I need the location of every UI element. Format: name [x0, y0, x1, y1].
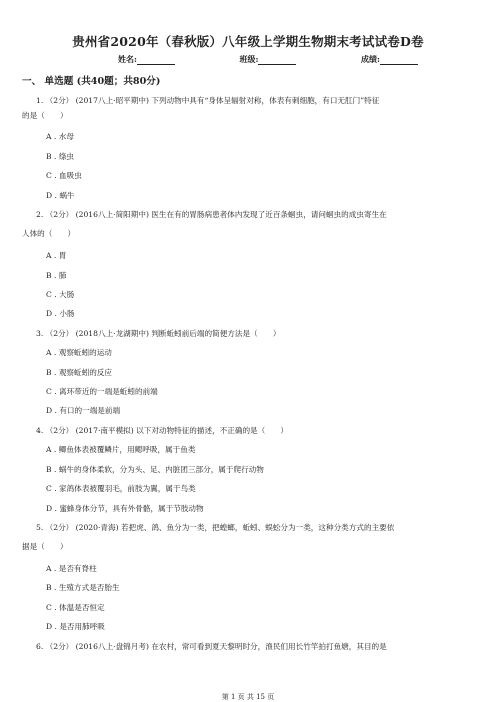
score-label: 成绩:: [361, 54, 380, 64]
question-6-text: 6. （2分） (2016八上·盘锦月考) 在农村，常可看到夏天黎明时分，渔民们用长竹竿拍打鱼塘，其目的是: [36, 642, 387, 651]
question-1-option-a: A . 水母: [46, 132, 74, 141]
question-3-option-a: A . 观察蚯蚓的运动: [46, 348, 112, 357]
name-blank: [137, 56, 175, 65]
page-footer: 第 1 页 共 15 页: [221, 693, 275, 701]
question-4-option-b: B . 蜗牛的身体柔软，分为头、足、内脏团三部分，属于爬行动物: [46, 465, 264, 474]
question-2-option-a: A . 胃: [46, 251, 67, 260]
class-label: 班级:: [239, 54, 259, 64]
question-1-option-d: D . 蜗牛: [46, 191, 75, 200]
question-3-option-b: B . 观察蚯蚓的反应: [46, 368, 112, 377]
question-4-option-c: C . 家鸽体表被覆羽毛，前肢为翼，属于鸟类: [46, 484, 196, 493]
question-5-text: 5. （2分） (2020·青海) 若把虎、鸽、鱼分为一类，把蝗螂，蚯蚓、蜈蚣分为一类，这种分类方式的主要依: [36, 523, 395, 532]
score-blank: [380, 56, 418, 65]
question-5-option-a: A . 是否有脊柱: [46, 564, 97, 573]
section-title: 一、 单选题 (共40题；共80分): [22, 76, 161, 87]
question-2-text-cont: 人体的（ ）: [22, 229, 76, 238]
question-1-option-b: B . 绦虫: [46, 152, 75, 161]
student-info-row: [118, 54, 418, 65]
question-3-text: 3. （2分） (2018八上·龙湖期中) 判断蚯蚓前后端的简便方法是（ ）: [36, 329, 281, 338]
class-field: [240, 54, 297, 65]
question-2-option-d: D . 小肠: [46, 309, 75, 318]
question-4-text: 4. （2分） (2017·南平模拟) 以下对动物特征的描述，不正确的是（ ）: [36, 426, 289, 435]
question-1-text: 1. （2分） (2017八上·昭平期中) 下列动物中具有“身体呈辐射对称，体表有刺细胞，有口无肛门”特征: [36, 96, 380, 105]
question-3-option-c: C . 离环带近的一端是蚯蚓的前端: [46, 387, 158, 396]
score-field: [361, 54, 418, 65]
question-1-option-c: C . 血吸虫: [46, 171, 82, 180]
question-5-text-cont: 据是（ ）: [22, 542, 68, 551]
question-2-option-b: B . 肺: [46, 271, 67, 280]
question-4-option-a: A . 鲫鱼体表被覆鳞片，用鳃呼吸，属于鱼类: [46, 445, 196, 454]
question-4-option-d: D . 蜜蜂身体分节，具有外骨骼，属于节肢动物: [46, 504, 204, 513]
name-field: [118, 54, 175, 65]
question-2-text: 2. （2分） (2016八上·简阳期中) 医生在有的胃肠病患者体内发现了近百条蛔虫，请问蛔虫的成虫寄生在: [36, 210, 387, 219]
question-5-option-c: C . 体温是否恒定: [46, 603, 105, 612]
page-title: 贵州省2020年（春秋版）八年级上学期生物期末考试试卷D卷: [72, 34, 424, 49]
question-5-option-b: B . 生殖方式是否胎生: [46, 583, 120, 592]
class-blank: [258, 56, 296, 65]
name-label: 姓名:: [118, 54, 137, 64]
question-5-option-d: D . 是否用肺呼吸: [46, 622, 105, 631]
question-3-option-d: D . 有口的一端是前端: [46, 406, 121, 415]
question-2-option-c: C . 大肠: [46, 290, 75, 299]
question-1-text-cont: 的是（ ）: [22, 111, 68, 120]
